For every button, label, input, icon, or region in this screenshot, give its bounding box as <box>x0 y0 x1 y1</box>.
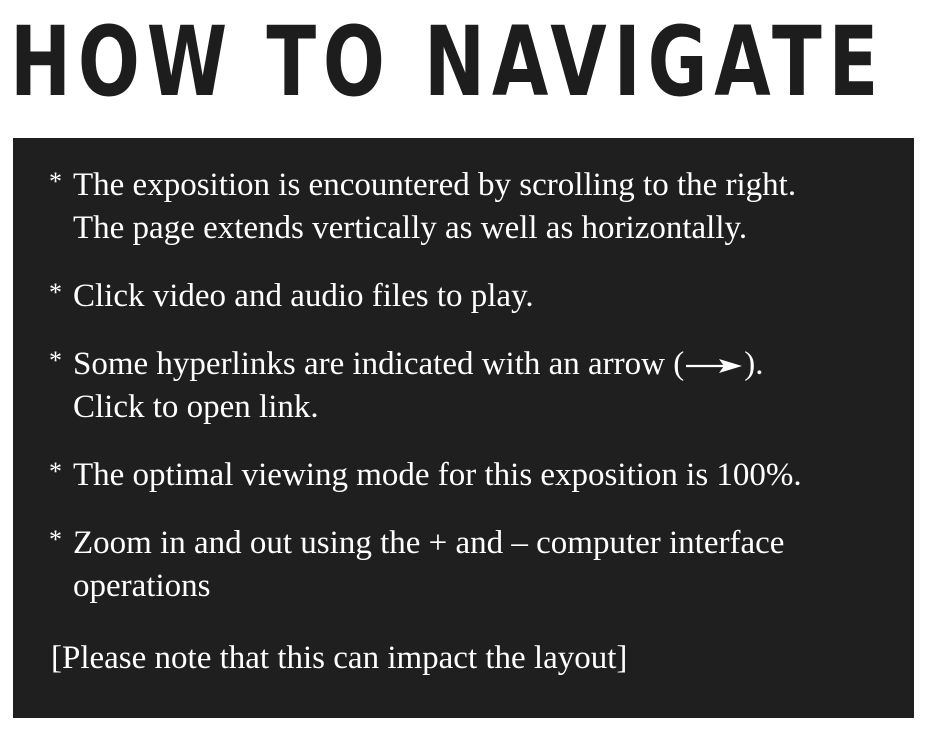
page-title: HOW TO NAVIGATE <box>10 6 886 118</box>
asterisk-bullet: * <box>49 525 62 554</box>
instruction-text: The exposition is encountered by scrolling to the right. <box>73 167 797 203</box>
instruction-item-media <box>49 275 899 318</box>
asterisk-bullet: * <box>49 167 62 196</box>
instruction-item-hyperlinks <box>49 343 899 429</box>
instruction-text: The optimal viewing mode for this exposition is 100%. <box>73 457 802 493</box>
instruction-text: The page extends vertically as well as horizontally. <box>73 210 748 246</box>
asterisk-bullet: * <box>49 457 62 486</box>
instruction-item-zoom <box>49 522 899 608</box>
instruction-list <box>49 164 899 633</box>
instruction-item-viewing-mode <box>49 454 899 497</box>
instruction-text: operations <box>73 568 211 604</box>
instruction-text: Zoom in and out using the + and – computer interface <box>73 525 785 561</box>
right-arrow-icon <box>685 356 743 376</box>
instruction-item-scrolling <box>49 164 899 250</box>
layout-note: [Please note that this can impact the layout] <box>51 640 628 676</box>
asterisk-bullet: * <box>49 346 62 375</box>
instruction-text: Click video and audio files to play. <box>73 278 534 314</box>
instructions-panel <box>13 138 914 718</box>
asterisk-bullet: * <box>49 278 62 307</box>
instruction-text: Click to open link. <box>73 389 319 425</box>
instruction-text: ). <box>744 346 764 382</box>
instruction-text: Some hyperlinks are indicated with an arrow ( <box>73 346 685 382</box>
instruction-text-line <box>73 343 899 386</box>
